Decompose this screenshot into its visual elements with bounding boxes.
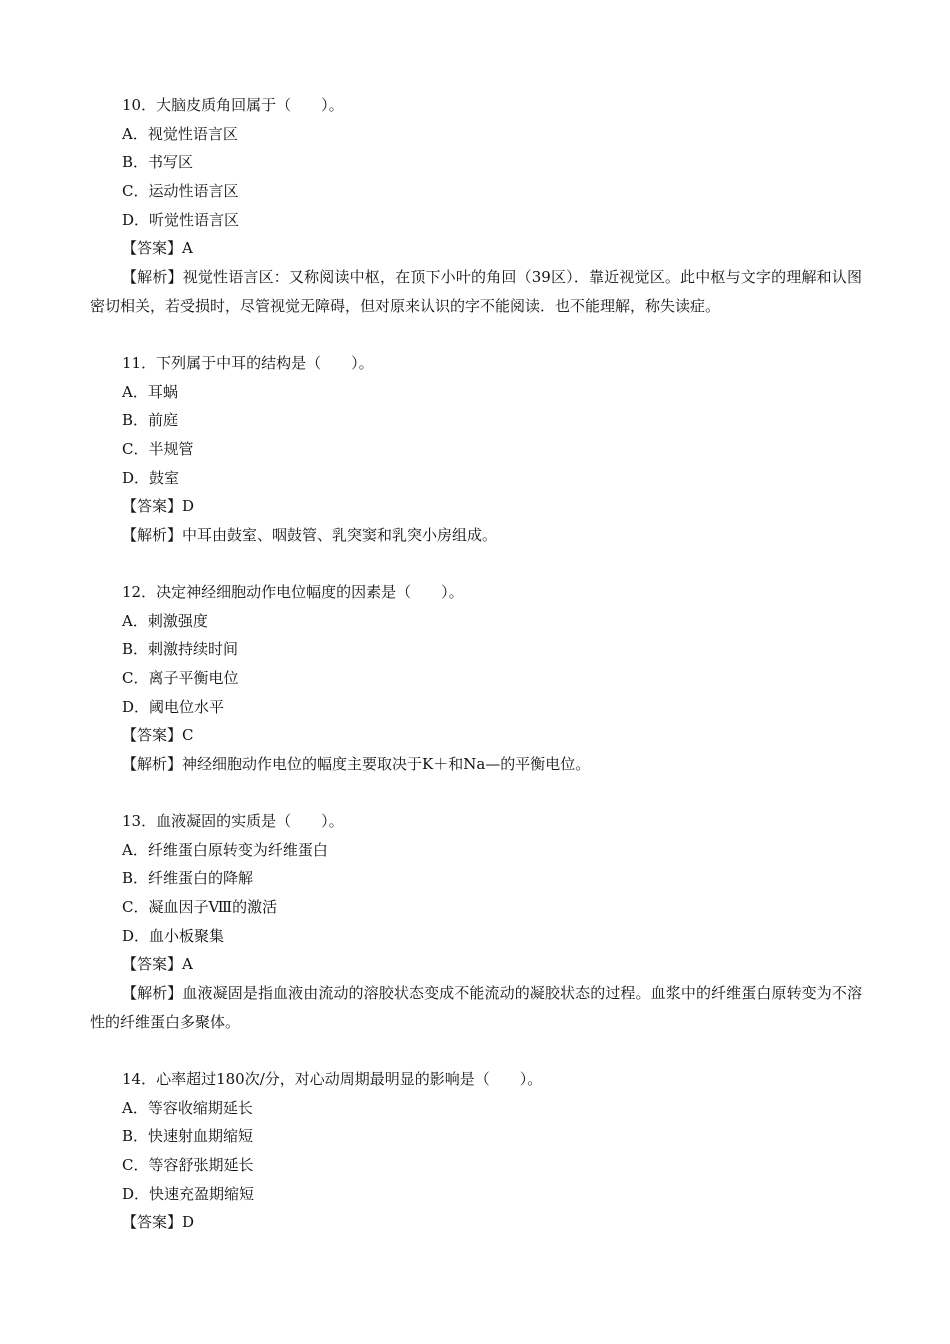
answer-label: 【答案】 [122,239,183,258]
analysis-label: 【解析】 [122,984,183,1003]
analysis-text: 视觉性语言区：又称阅读中枢，在顶下小叶的角回（39区）．靠近视觉区。此中枢与文字的理解和认图密切相关，若受损时，尽管视觉无障碍，但对原来认识的字不能阅读．也不能理解，称失读症。 [90,268,862,315]
question-stem: 11．下列属于中耳的结构是（ ）。 [122,354,374,372]
option-b: B．前庭 [122,411,179,430]
answer-value: D [182,1213,195,1232]
answer-value: D [182,497,195,516]
option-b: B．刺激持续时间 [122,640,239,659]
answer-value: A [182,955,193,974]
answer-label: 【答案】 [122,726,183,745]
analysis-label: 【解析】 [122,526,183,545]
question-stem: 14．心率超过180次/分，对心动周期最明显的影响是（ ）。 [122,1070,543,1088]
question-12 [90,578,862,779]
option-b: B．快速射血期缩短 [122,1127,254,1146]
option-a: A．刺激强度 [122,611,208,630]
analysis-paragraph [90,263,862,320]
option-b: B．书写区 [122,153,194,172]
option-d: D．听觉性语言区 [122,210,240,229]
answer-label: 【答案】 [122,497,183,516]
analysis-label: 【解析】 [122,268,183,287]
option-d: D．鼓室 [122,468,180,487]
option-c: C．凝血因子Ⅷ的激活 [122,898,278,917]
option-c: C．等容舒张期延长 [122,1156,254,1175]
question-14 [90,1065,862,1237]
question-11 [90,349,862,550]
option-c: C．运动性语言区 [122,182,239,201]
answer-line [90,234,862,263]
answer-label: 【答案】 [122,1213,183,1232]
answer-value: A [182,239,193,258]
answer-line [90,721,862,750]
analysis-paragraph [90,979,862,1036]
analysis-label: 【解析】 [122,755,183,774]
option-d: D．阈电位水平 [122,697,225,716]
option-b: B．纤维蛋白的降解 [122,869,254,888]
answer-line [90,950,862,979]
question-10 [90,91,862,321]
analysis-paragraph [90,750,862,779]
question-stem: 12．决定神经细胞动作电位幅度的因素是（ ）。 [122,583,464,601]
option-a: A．视觉性语言区 [122,124,238,143]
analysis-paragraph [90,521,862,550]
answer-line [90,492,862,521]
analysis-text: 血液凝固是指血液由流动的溶胶状态变成不能流动的凝胶状态的过程。血浆中的纤维蛋白原转变为不溶性的纤维蛋白多聚体。 [90,984,862,1031]
option-d: D．血小板聚集 [122,926,225,945]
option-a: A．纤维蛋白原转变为纤维蛋白 [122,840,328,859]
answer-label: 【答案】 [122,955,183,974]
answer-line [90,1208,862,1237]
option-c: C．离子平衡电位 [122,669,239,688]
analysis-text: 中耳由鼓室、咽鼓管、乳突窦和乳突小房组成。 [182,526,498,545]
question-13 [90,807,862,1037]
question-stem: 10．大脑皮质角回属于（ ）。 [122,96,344,114]
option-a: A．耳蜗 [122,382,178,401]
answer-value: C [182,726,194,745]
option-a: A．等容收缩期延长 [122,1098,253,1117]
option-d: D．快速充盈期缩短 [122,1184,255,1203]
analysis-text: 神经细胞动作电位的幅度主要取决于K＋和Na—的平衡电位。 [182,755,591,774]
option-c: C．半规管 [122,440,194,459]
question-stem: 13．血液凝固的实质是（ ）。 [122,812,344,830]
